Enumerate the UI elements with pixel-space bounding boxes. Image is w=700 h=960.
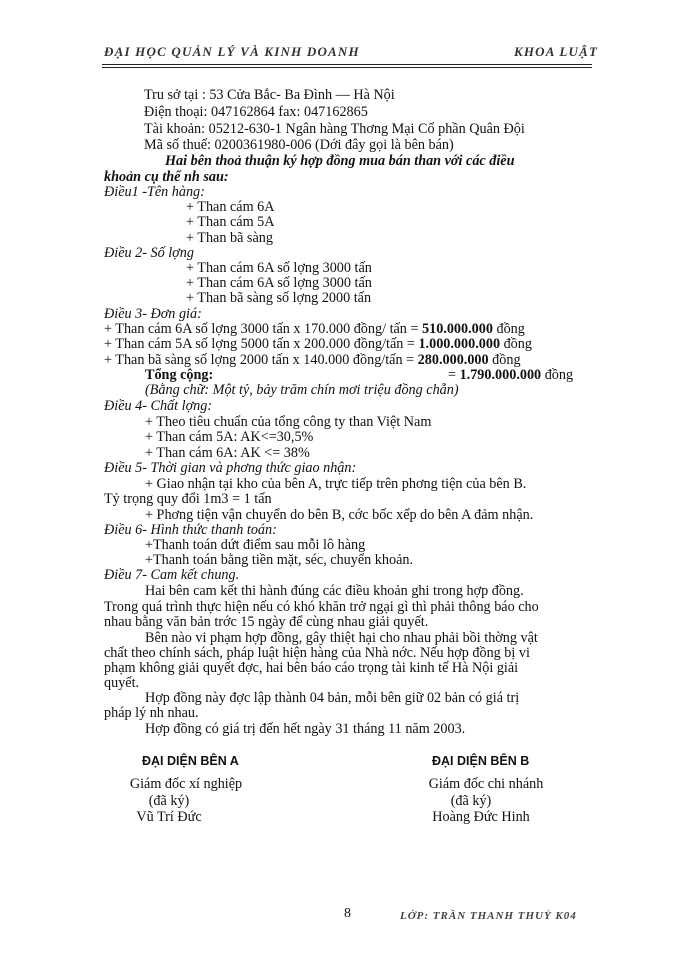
article4-item: + Than cám 6A: AK <= 38% bbox=[145, 445, 310, 461]
header-university: ĐẠI HỌC QUẢN LÝ VÀ KINH DOANH bbox=[104, 44, 360, 59]
article1-item: + Than bã sàng bbox=[186, 230, 273, 246]
price-row bbox=[104, 321, 525, 337]
article7-text: Hợp đồng có giá trị đến hết ngày 31 tháng 11 năm 2003. bbox=[145, 721, 466, 737]
article2-title: Điều 2- Số lợng bbox=[104, 245, 194, 261]
article6-item: +Thanh toán bằng tiền mặt, séc, chuyển khoản. bbox=[145, 552, 414, 568]
signature-a-name: Vũ Trí Đức bbox=[136, 809, 202, 825]
intro-line-1: Hai bên thoả thuận ký hợp đồng mua bán than với các điều bbox=[165, 153, 515, 169]
article5-line: + Phơng tiện vận chuyển do bên B, cớc bốc xếp do bên A đảm nhận. bbox=[145, 507, 534, 523]
article2-item: + Than bã sàng số lợng 2000 tấn bbox=[186, 290, 372, 306]
article1-title: Điều1 -Tên hàng: bbox=[104, 184, 205, 200]
price-row-unit: đồng bbox=[492, 321, 525, 337]
price-row bbox=[104, 352, 521, 368]
article5-line: Tỷ trọng quy đổi 1m3 = 1 tấn bbox=[104, 491, 272, 507]
header-rule-top bbox=[102, 64, 592, 65]
signature-b-role: Giám đốc chi nhánh bbox=[428, 776, 544, 792]
article7-text: phạm không giải quyết đợc, hai bên báo cáo trọng tài kinh tế Hà Nội giải bbox=[104, 660, 519, 676]
article7-text: Hợp đồng này đợc lập thành 04 bản, mỗi bên giữ 02 bản có giá trị bbox=[145, 690, 520, 706]
header-rule-bottom bbox=[102, 67, 592, 68]
article4-title: Điều 4- Chất lợng: bbox=[104, 398, 213, 414]
article7-text: Trong quá trình thực hiện nếu có khó khăn trở ngại gì thì phải thông báo cho bbox=[104, 599, 539, 615]
company-tax: Mã số thuế: 0200361980-006 (Dới đây gọi là bên bán) bbox=[144, 137, 454, 153]
article6-title: Điều 6- Hình thức thanh toán: bbox=[104, 522, 277, 538]
footer-author: LỚP: TRẦN THANH THUỶ K04 bbox=[400, 910, 577, 922]
article6-item: +Thanh toán dứt điểm sau mỗi lô hàng bbox=[145, 537, 366, 553]
page-number: 8 bbox=[344, 906, 351, 921]
article7-text: Hai bên cam kết thi hành đúng các điều khoản ghi trong hợp đồng. bbox=[145, 583, 524, 599]
article7-text: chất theo chính sách, pháp luật hiện hàng của Nhà nớc. Nếu hợp đồng bị vi bbox=[104, 645, 530, 661]
article7-title: Điều 7- Cam kết chung. bbox=[104, 567, 240, 583]
price-row bbox=[104, 336, 532, 352]
article4-item: + Than cám 5A: AK<=30,5% bbox=[145, 429, 314, 445]
total-eq: = bbox=[448, 367, 460, 383]
article1-item: + Than cám 6A bbox=[186, 199, 275, 215]
price-row-desc: + Than cám 5A số lợng 5000 tấn x 200.000 đồng/tấn = bbox=[104, 336, 419, 352]
total-value bbox=[448, 367, 573, 383]
article1-item: + Than cám 5A bbox=[186, 214, 275, 230]
signature-a-signed: (đã ký) bbox=[148, 793, 190, 809]
signature-a-role: Giám đốc xí nghiệp bbox=[129, 776, 243, 792]
company-account: Tài khoản: 05212-630-1 Ngân hàng Thơng Mại Cổ phần Quân Đội bbox=[144, 121, 525, 137]
article7-text: quyết. bbox=[104, 675, 140, 691]
signature-b-heading: ĐẠI DIỆN BÊN B bbox=[432, 754, 530, 768]
price-row-unit: đồng bbox=[488, 352, 521, 368]
article7-text: nhau bằng văn bản trớc 15 ngày để cùng nhau giải quyết. bbox=[104, 614, 429, 630]
price-row-amount: 280.000.000 bbox=[417, 352, 489, 368]
article5-title: Điều 5- Thời gian và phơng thức giao nhận: bbox=[104, 460, 357, 476]
total-amount: 1.790.000.000 bbox=[459, 367, 542, 383]
intro-line-2: khoản cụ thể nh sau: bbox=[104, 169, 229, 185]
price-row-amount: 1.000.000.000 bbox=[418, 336, 501, 352]
article2-item: + Than cám 6A số lợng 3000 tấn bbox=[186, 275, 372, 291]
article2-item: + Than cám 6A số lợng 3000 tấn bbox=[186, 260, 372, 276]
total-unit: đồng bbox=[541, 367, 574, 383]
article7-text: Bên nào vi phạm hợp đồng, gây thiệt hại cho nhau phải bồi thờng vật bbox=[145, 630, 538, 646]
price-row-amount: 510.000.000 bbox=[422, 321, 493, 337]
price-row-unit: đồng bbox=[500, 336, 532, 352]
article5-line: + Giao nhận tại kho của bên A, trực tiếp trên phơng tiện của bên B. bbox=[145, 476, 527, 492]
total-in-words: (Bằng chữ: Một tỷ, bảy trăm chín mơi triệu đồng chẵn) bbox=[145, 382, 459, 398]
company-address: Tru sở tại : 53 Cửa Bắc- Ba Đình — Hà Nội bbox=[144, 87, 395, 103]
price-row-desc: + Than bã sàng số lợng 2000 tấn x 140.000 đồng/tấn = bbox=[104, 352, 418, 368]
article3-title: Điều 3- Đơn giá: bbox=[104, 306, 202, 322]
signature-a-heading: ĐẠI DIỆN BÊN A bbox=[142, 754, 239, 768]
signature-b-name: Hoàng Đức Hinh bbox=[432, 809, 530, 825]
company-phone: Điện thoại: 047162864 fax: 047162865 bbox=[144, 104, 368, 120]
price-row-desc: + Than cám 6A số lợng 3000 tấn x 170.000 đồng/ tấn = bbox=[104, 321, 422, 337]
signature-b-signed: (đã ký) bbox=[450, 793, 492, 809]
article7-text: pháp lý nh nhau. bbox=[104, 705, 199, 721]
article4-item: + Theo tiêu chuẩn của tổng công ty than Việt Nam bbox=[145, 414, 432, 430]
total-label: Tổng cộng: bbox=[145, 367, 214, 383]
header-faculty: KHOA LUẬT bbox=[514, 44, 599, 59]
